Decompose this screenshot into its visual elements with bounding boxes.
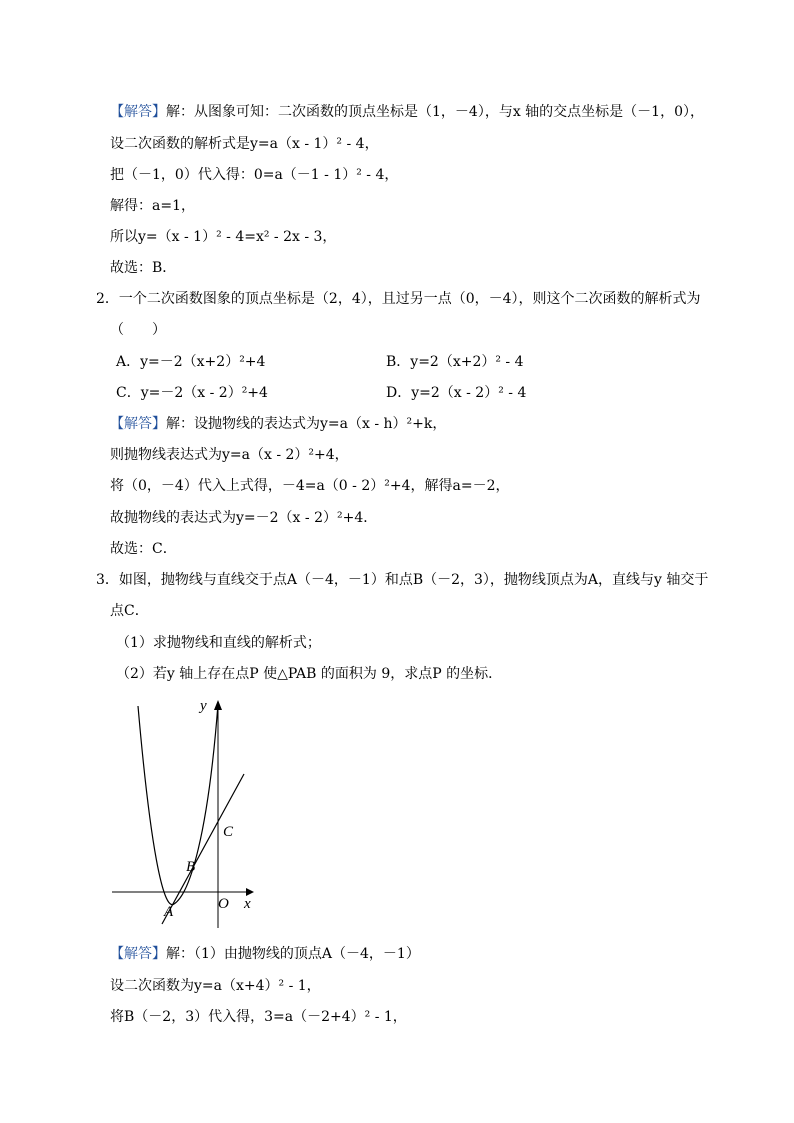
label-A: A bbox=[164, 904, 174, 920]
label-origin: O bbox=[218, 896, 229, 912]
question2-answer-paren: （ ） bbox=[110, 322, 166, 338]
solution2-line-1: 【解答】解：设抛物线的表达式为y=a（x - h）²+k， bbox=[110, 416, 447, 432]
question2-option-c: C．y=－2（x - 2）²+4 bbox=[116, 385, 268, 401]
solution3-line-2: 设二次函数为y=a（x+4）² - 1， bbox=[110, 978, 321, 994]
parabola-curve bbox=[138, 704, 218, 905]
question2-option-b: B．y=2（x+2）² - 4 bbox=[386, 354, 524, 370]
solution2-line-5: 故选：C． bbox=[110, 541, 177, 557]
question3-part-1: （1）求抛物线和直线的解析式； bbox=[116, 635, 321, 651]
solution1-line-4: 解得：a=1， bbox=[110, 198, 195, 214]
question3-stem-line-1: 3．如图，抛物线与直线交于点A（－4，－1）和点B（－2，3），抛物线顶点为A，直线与y 轴交于 bbox=[96, 572, 709, 588]
solution2-line-3: 将（0，－4）代入上式得，－4=a（0 - 2）²+4，解得a=－2， bbox=[110, 478, 510, 494]
solution1-line-3: 把（－1，0）代入得：0=a（－1 - 1）² - 4， bbox=[110, 167, 399, 183]
solution1-line-1: 【解答】解：从图象可知：二次函数的顶点坐标是（1，－4），与x 轴的交点坐标是（－1，0）， bbox=[110, 104, 704, 120]
question2-option-d: D．y=2（x - 2）² - 4 bbox=[386, 385, 527, 401]
question2-option-a: A．y=－2（x+2）²+4 bbox=[116, 354, 266, 370]
solution3-line-3: 将B（－2，3）代入得，3=a（－2+4）² - 1， bbox=[110, 1009, 407, 1025]
answer-tag: 【解答】 bbox=[110, 104, 166, 120]
label-B: B bbox=[186, 859, 196, 875]
parabola-line-figure bbox=[108, 694, 268, 934]
question3-stem-line-2: 点C． bbox=[110, 603, 149, 619]
solution2-line-4: 故抛物线的表达式为y=－2（x - 2）²+4． bbox=[110, 510, 378, 526]
question2-stem: 2．一个二次函数图象的顶点坐标是（2，4），且过另一点（0，－4），则这个二次函数的解析式为 bbox=[96, 291, 701, 307]
straight-line bbox=[162, 774, 244, 924]
question3-part-2: （2）若y 轴上存在点P 使△PAB 的面积为 9，求点P 的坐标． bbox=[116, 666, 503, 682]
label-x: x bbox=[244, 896, 251, 912]
answer-tag: 【解答】 bbox=[110, 416, 166, 432]
solution1-line-6: 故选：B． bbox=[110, 260, 177, 276]
solution3-line-1: 【解答】解：（1）由抛物线的顶点A（－4，－1） bbox=[110, 946, 420, 962]
solution1-line-5: 所以y=（x - 1）² - 4=x² - 2x - 3， bbox=[110, 229, 337, 245]
label-C: C bbox=[223, 824, 234, 840]
solution2-line-2: 则抛物线表达式为y=a（x - 2）²+4， bbox=[110, 447, 349, 463]
label-y: y bbox=[200, 698, 207, 714]
solution1-line-2: 设二次函数的解析式是y=a（x - 1）² - 4， bbox=[110, 136, 379, 152]
answer-tag: 【解答】 bbox=[110, 946, 166, 962]
x-axis-arrow bbox=[246, 888, 254, 896]
